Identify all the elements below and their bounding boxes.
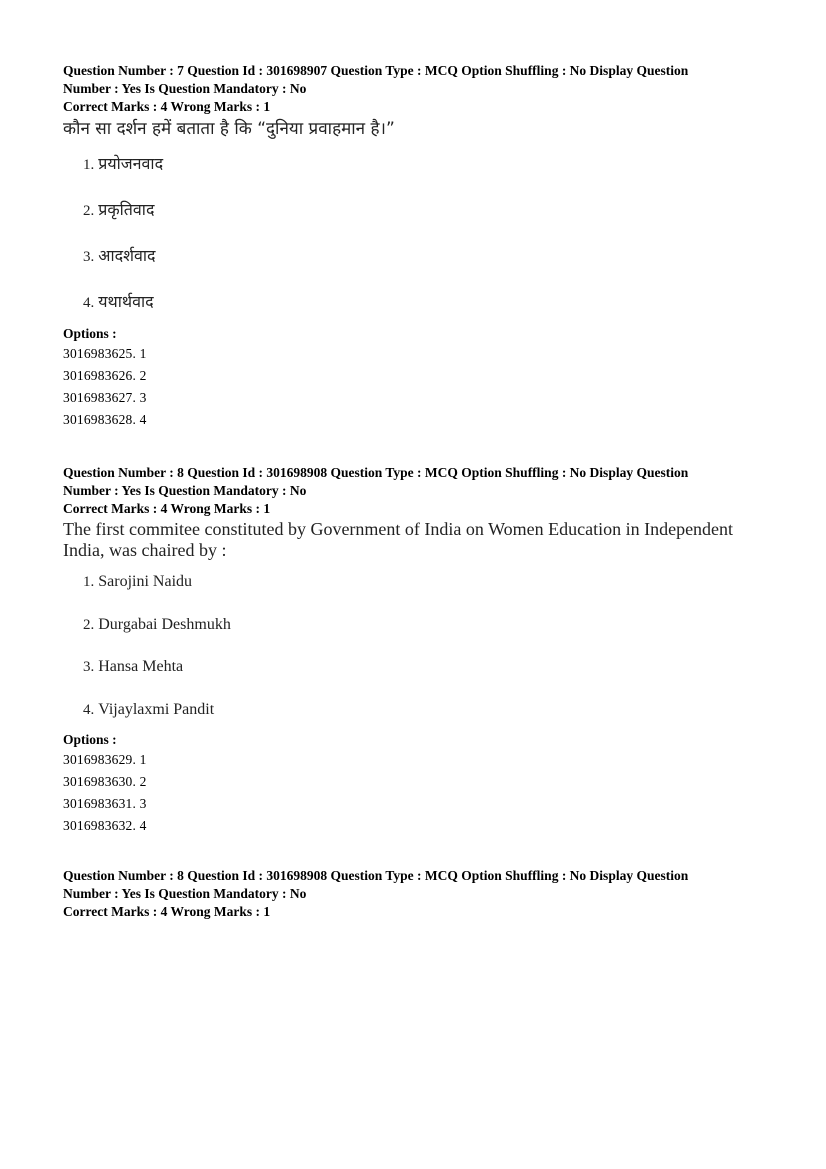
options-heading: Options : (63, 326, 117, 341)
choice-number: 3. (83, 659, 95, 675)
choice-number: 1. (83, 157, 95, 173)
option-id: 3016983627. 3 (63, 390, 147, 405)
question-meta-line: Number : Yes Is Question Mandatory : No (63, 885, 307, 901)
answer-choice (83, 141, 763, 187)
question-text: कौन सा दर्शन हमें बताता है कि “दुनिया प्रवाहमान है।” (63, 119, 395, 139)
answer-choice (83, 233, 763, 279)
choice-label: आदर्शवाद (98, 246, 156, 265)
answer-choice (83, 279, 763, 325)
choice-label: Hansa Mehta (98, 658, 184, 675)
option-id: 3016983632. 4 (63, 818, 147, 833)
choice-label: Durgabai Deshmukh (98, 615, 231, 633)
choice-number: 2. (83, 616, 95, 633)
choice-label: यथार्थवाद (98, 292, 154, 311)
answer-choice (83, 604, 763, 647)
answer-choices (63, 141, 763, 325)
choice-number: 2. (83, 203, 95, 219)
question-text-line: India, was chaired by : (63, 540, 227, 560)
option-id: 3016983629. 1 (63, 752, 147, 767)
choice-label: प्रकृतिवाद (98, 200, 155, 219)
question-meta-line: Question Number : 7 Question Id : 301698907 Question Type : MCQ Option Shuffling : No Display Question (63, 63, 689, 78)
question-marks: Correct Marks : 4 Wrong Marks : 1 (63, 99, 271, 114)
answer-choice (83, 187, 763, 233)
question-meta-line: Number : Yes Is Question Mandatory : No (63, 80, 307, 96)
question-block-7 (63, 62, 763, 431)
question-marks: Correct Marks : 4 Wrong Marks : 1 (63, 904, 271, 919)
answer-choices (63, 561, 763, 731)
choice-label: Sarojini Naidu (98, 573, 193, 590)
option-id: 3016983631. 3 (63, 796, 147, 811)
option-id-list (63, 749, 763, 837)
option-id-list (63, 343, 763, 431)
answer-choice (83, 689, 763, 732)
options-heading: Options : (63, 732, 117, 747)
option-id: 3016983625. 1 (63, 346, 147, 361)
choice-number: 4. (83, 295, 95, 311)
choice-label: प्रयोजनवाद (98, 154, 164, 173)
question-marks: Correct Marks : 4 Wrong Marks : 1 (63, 501, 271, 516)
option-id: 3016983630. 2 (63, 774, 147, 789)
answer-choice (83, 646, 763, 689)
choice-number: 3. (83, 249, 95, 265)
choice-number: 4. (83, 701, 95, 718)
question-meta-line: Number : Yes Is Question Mandatory : No (63, 482, 307, 498)
question-block-8-repeat (63, 867, 763, 922)
option-id: 3016983628. 4 (63, 412, 147, 427)
question-meta-line: Question Number : 8 Question Id : 301698908 Question Type : MCQ Option Shuffling : No Display Question (63, 868, 689, 883)
option-id: 3016983626. 2 (63, 368, 147, 383)
choice-number: 1. (83, 574, 95, 590)
choice-label: Vijaylaxmi Pandit (98, 700, 215, 718)
question-text-line: The first commitee constituted by Government of India on Women Education in Independent (63, 519, 734, 539)
answer-choice (83, 561, 763, 604)
question-block-8 (63, 464, 763, 837)
question-meta-line: Question Number : 8 Question Id : 301698908 Question Type : MCQ Option Shuffling : No Display Question (63, 465, 689, 480)
